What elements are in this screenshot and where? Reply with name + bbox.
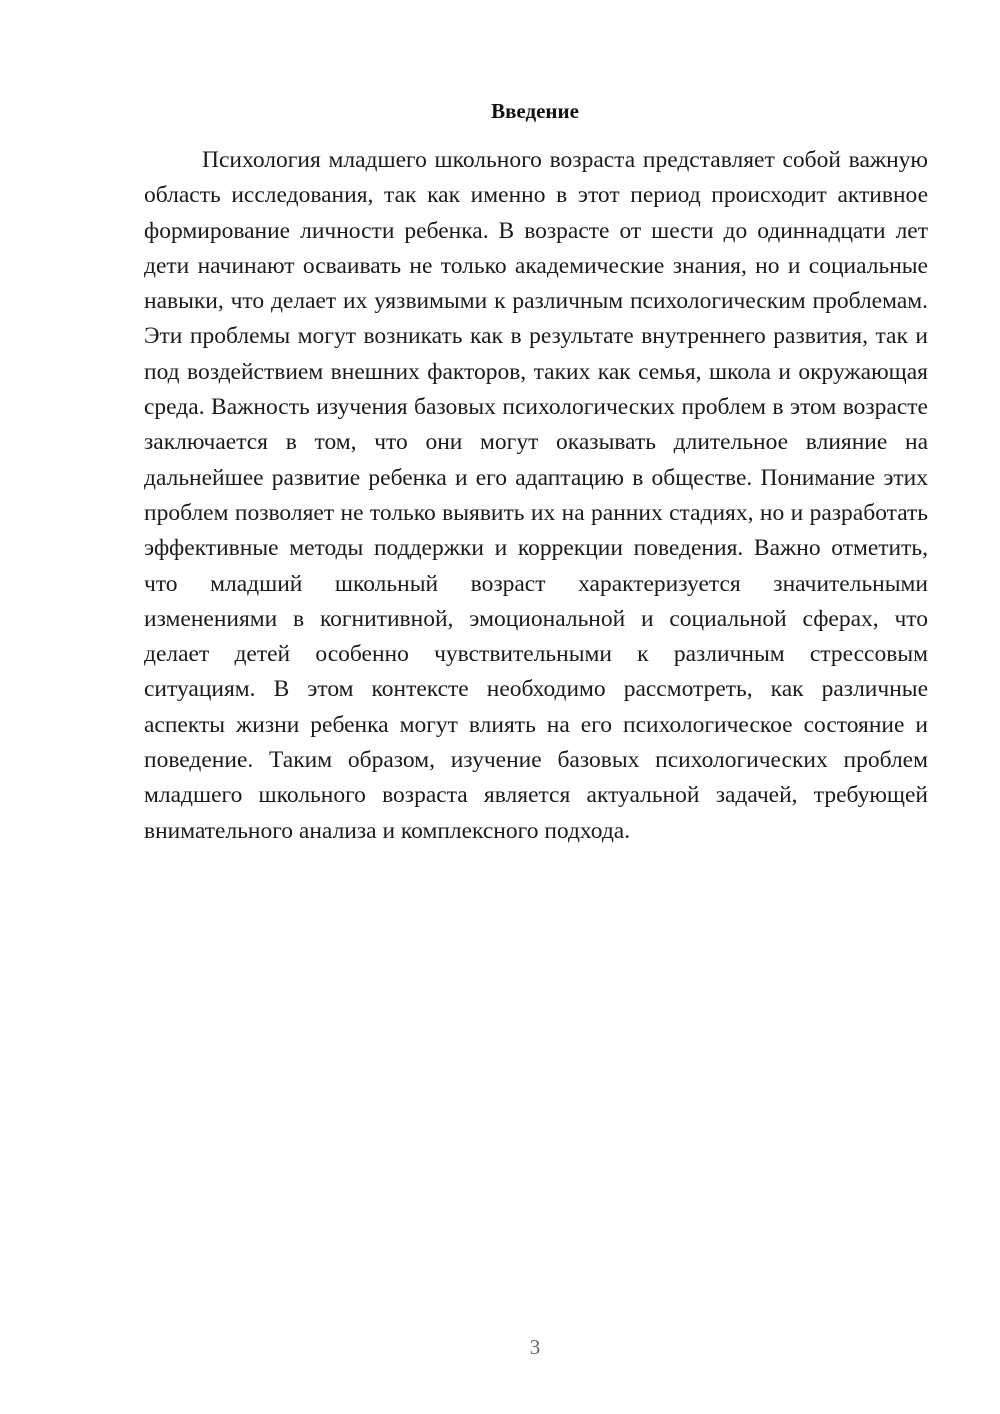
- section-heading: Введение: [491, 99, 579, 123]
- body-paragraph: Психология младшего школьного возраста представляет собой важную область исследования, так как именно в этот период происходит активное формирование личности ребенка. В возрасте от шести до одиннадцати лет дети начинают осваивать не только академические знания, но и социальные навыки, что делает их уязвимыми к различным психологическим проблемам. Эти проблемы могут возникать как в результате внутреннего развития, так и под воздействием внешних факторов, таких как семья, школа и окружающая среда. Важность изучения базовых психологических проблем в этом возрасте заключается в том, что они могут оказывать длительное влияние на дальнейшее развитие ребенка и его адаптацию в обществе. Понимание этих проблем позволяет не только выявить их на ранних стадиях, но и разработать эффективные методы поддержки и коррекции поведения. Важно отметить, что младший школьный возраст характеризуется значительными изменениями в когнитивной, эмоциональной и социальной сферах, что делает детей особенно чувствительными к различным стрессовым ситуациям. В этом контексте необходимо рассмотреть, как различные аспекты жизни ребенка могут влиять на его психологическое состояние и поведение. Таким образом, изучение базовых психологических проблем младшего школьного возраста является актуальной задачей, требующей внимательного анализа и комплексного подхода.: [144, 147, 928, 844]
- page-number: 3: [529, 1335, 541, 1359]
